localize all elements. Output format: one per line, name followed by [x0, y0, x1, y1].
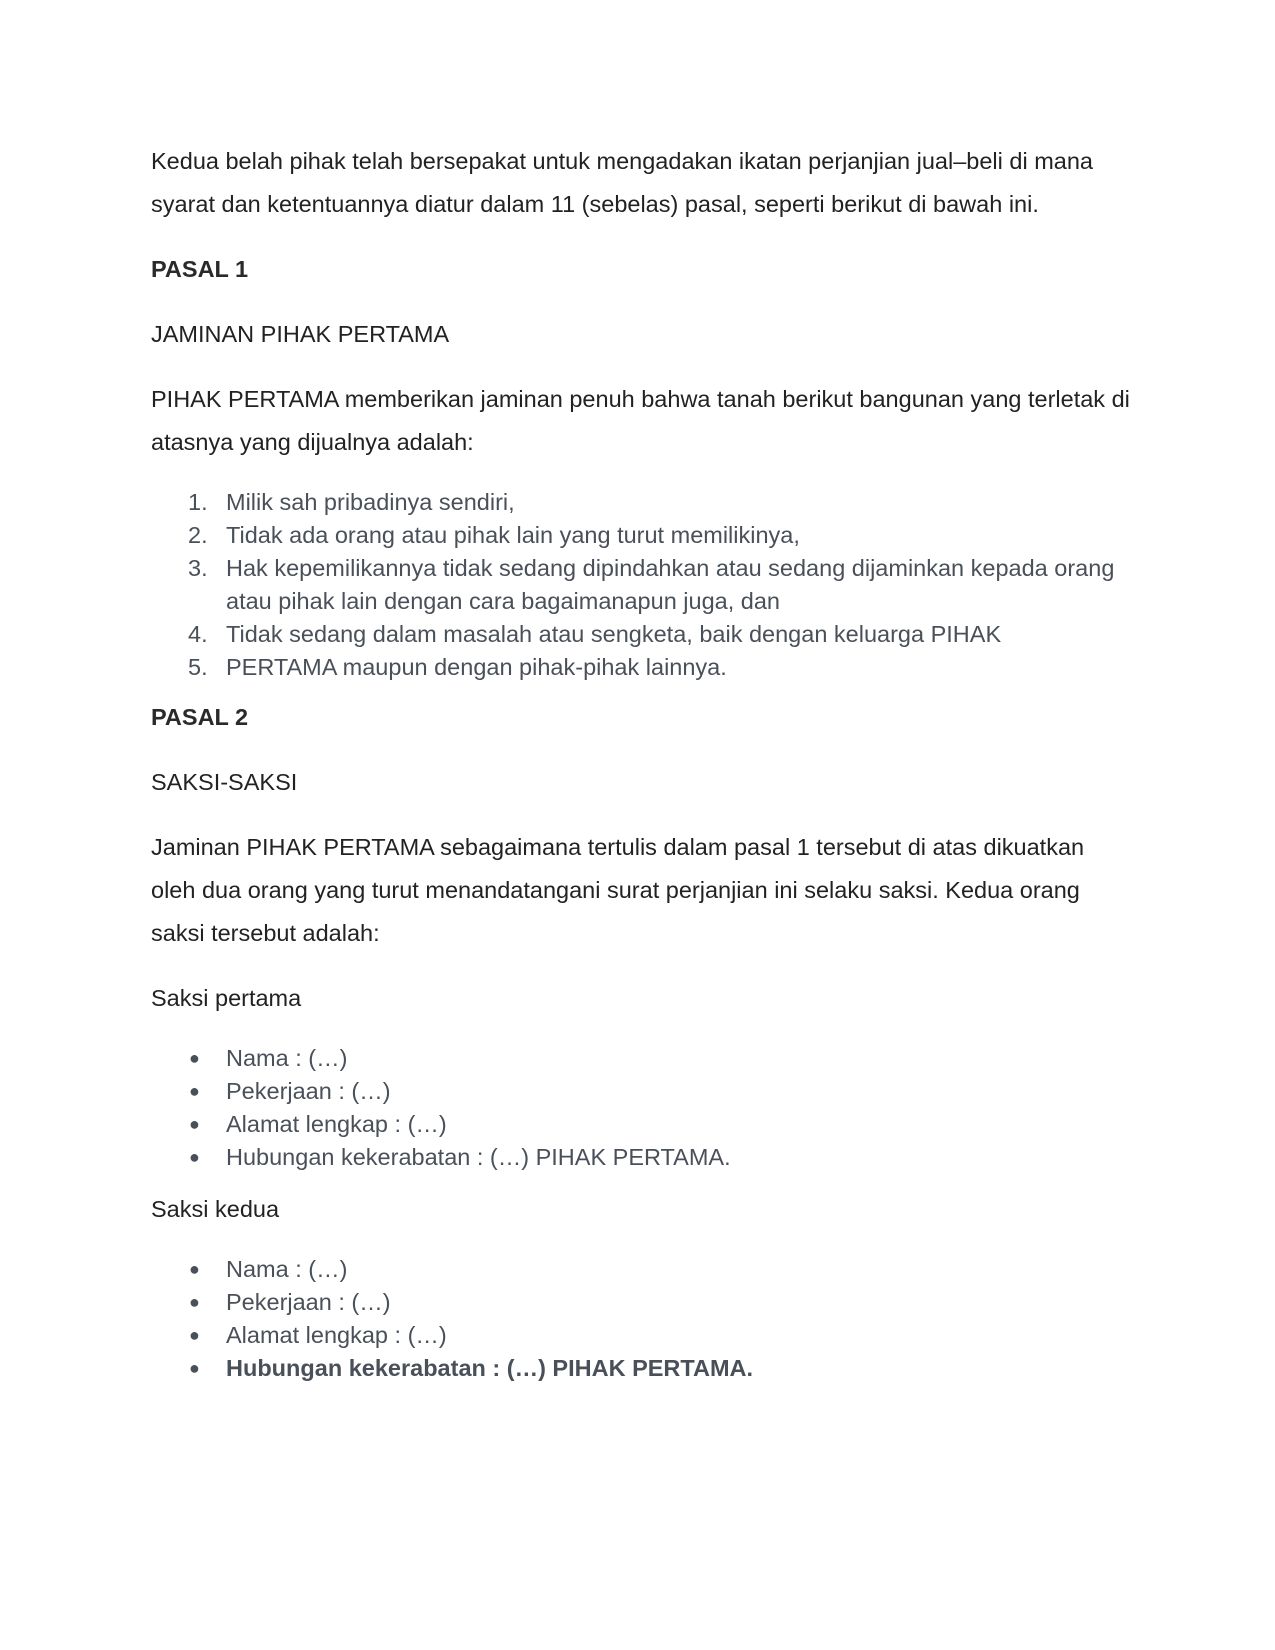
list-item-text: Milik sah pribadinya sendiri, — [226, 489, 515, 515]
bullet-icon: ● — [189, 1358, 200, 1378]
list-item — [151, 1075, 1131, 1108]
list-item-text: Alamat lengkap : (…) — [226, 1111, 447, 1137]
saksi-pertama-label: Saksi pertama — [151, 985, 302, 1011]
list-item — [151, 1352, 1131, 1385]
list-item-text: Tidak ada orang atau pihak lain yang turut memilikinya, — [226, 522, 800, 548]
pasal-2-body: Jaminan PIHAK PERTAMA sebagaimana tertulis dalam pasal 1 tersebut di atas dikuatkan oleh dua orang yang turut menandatangani surat perjanjian ini selaku saksi. Kedua orang saksi tersebut adalah: — [151, 834, 1085, 946]
saksi-kedua-list — [151, 1253, 1131, 1385]
pasal-1-heading: PASAL 1 — [151, 256, 249, 282]
list-item-text: PERTAMA maupun dengan pihak-pihak lainnya. — [226, 654, 727, 680]
list-number: 2. — [188, 522, 208, 548]
bullet-icon: ● — [189, 1114, 200, 1134]
bullet-icon: ● — [189, 1325, 200, 1345]
list-item — [151, 618, 1131, 651]
list-item-text: Pekerjaan : (…) — [226, 1289, 391, 1315]
list-item — [151, 519, 1131, 552]
list-item — [151, 651, 1131, 684]
list-number: 1. — [188, 489, 208, 515]
list-item — [151, 486, 1131, 519]
list-item-text: Nama : (…) — [226, 1256, 348, 1282]
bullet-icon: ● — [189, 1081, 200, 1101]
pasal-1-title: JAMINAN PIHAK PERTAMA — [151, 321, 450, 347]
bullet-icon: ● — [189, 1259, 200, 1279]
saksi-kedua-label: Saksi kedua — [151, 1196, 280, 1222]
list-number: 5. — [188, 654, 208, 680]
bullet-icon: ● — [189, 1147, 200, 1167]
list-item-text: Hubungan kekerabatan : (…) PIHAK PERTAMA. — [226, 1144, 731, 1170]
pasal-2-heading: PASAL 2 — [151, 704, 249, 730]
pasal-1-body: PIHAK PERTAMA memberikan jaminan penuh bahwa tanah berikut bangunan yang terletak di atasnya yang dijualnya adalah: — [151, 386, 1130, 455]
bullet-icon: ● — [189, 1292, 200, 1312]
list-item — [151, 1108, 1131, 1141]
bullet-icon: ● — [189, 1048, 200, 1068]
list-item-text: Hubungan kekerabatan : (…) PIHAK PERTAMA. — [226, 1355, 754, 1381]
pasal-2-title: SAKSI-SAKSI — [151, 769, 298, 795]
list-item — [151, 1042, 1131, 1075]
list-item — [151, 1286, 1131, 1319]
document-page — [151, 140, 1131, 1385]
list-item-text: Pekerjaan : (…) — [226, 1078, 391, 1104]
list-item-text: Hak kepemilikannya tidak sedang dipindahkan atau sedang dijaminkan kepada orang atau pihak lain dengan cara bagaimanapun juga, dan — [226, 555, 1115, 614]
list-number: 4. — [188, 621, 208, 647]
list-item-text: Tidak sedang dalam masalah atau sengketa, baik dengan keluarga PIHAK — [226, 621, 1002, 647]
list-item — [151, 1319, 1131, 1352]
list-item — [151, 1141, 1131, 1174]
intro-paragraph: Kedua belah pihak telah bersepakat untuk mengadakan ikatan perjanjian jual–beli di mana syarat dan ketentuannya diatur dalam 11 (sebelas) pasal, seperti berikut di bawah ini. — [151, 148, 1093, 217]
list-item-text: Alamat lengkap : (…) — [226, 1322, 447, 1348]
pasal-1-list — [151, 486, 1131, 684]
saksi-pertama-list — [151, 1042, 1131, 1174]
list-item — [151, 552, 1131, 618]
list-item-text: Nama : (…) — [226, 1045, 348, 1071]
list-item — [151, 1253, 1131, 1286]
list-number: 3. — [188, 555, 208, 581]
